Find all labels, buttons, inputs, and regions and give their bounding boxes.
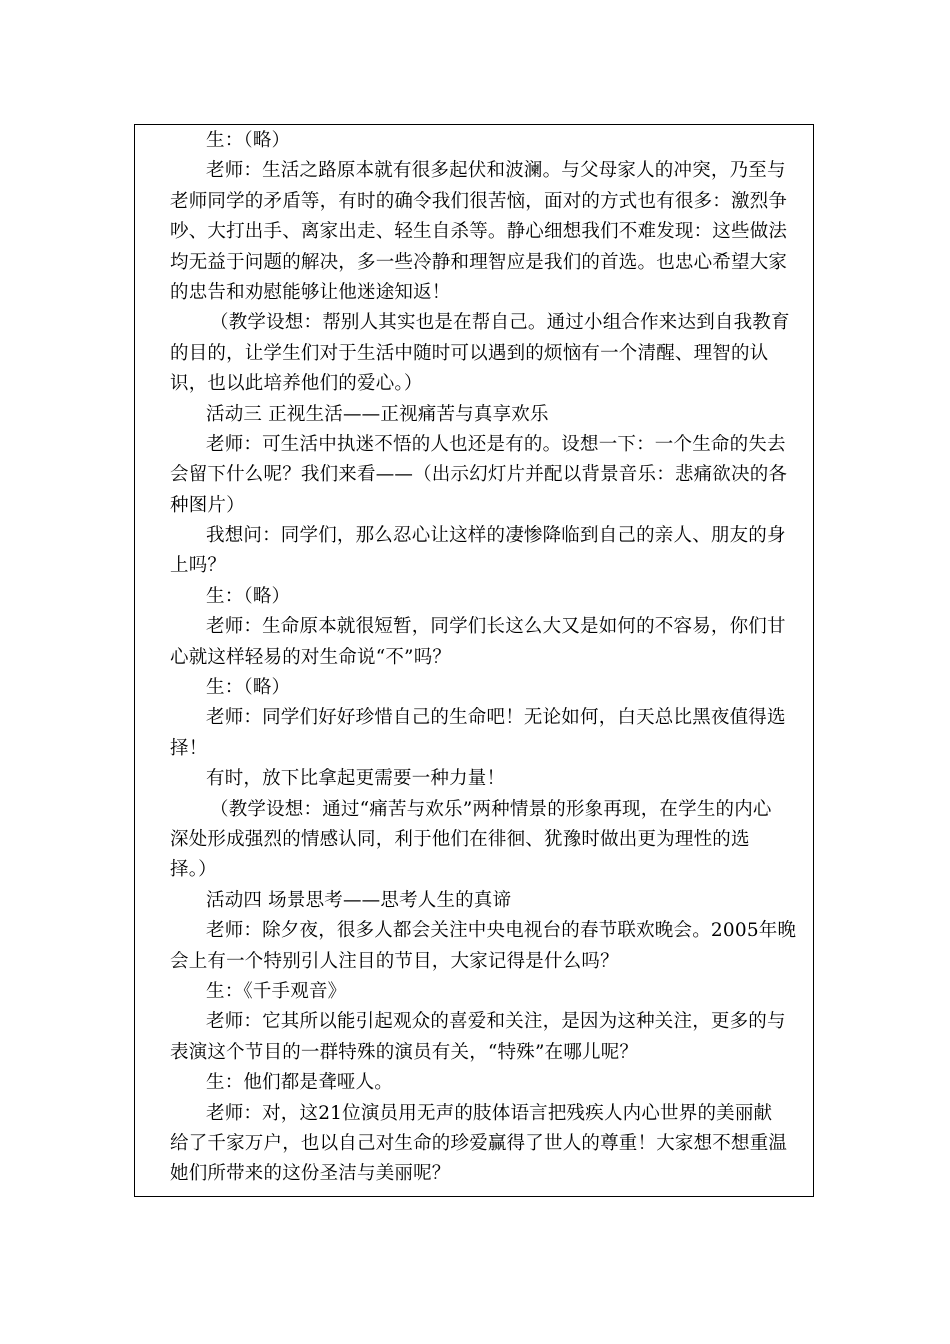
text-line: 生：（略） — [206, 130, 291, 151]
text-line: 老师：它其所以能引起观众的喜爱和关注，是因为这种关注，更多的与 — [206, 1011, 786, 1033]
text-line: 吵、大打出手、离家出走、轻生自杀等。静心细想我们不难发现：这些做法 — [170, 221, 788, 243]
text-line: 上吗？ — [170, 555, 227, 577]
text-line: 她们所带来的这份圣洁与美丽呢？ — [170, 1163, 451, 1185]
text-line: 会留下什么呢？我们来看——（出示幻灯片并配以背景音乐：悲痛欲决的各 — [170, 464, 788, 486]
text-line: 的忠告和劝慰能够让他迷途知返！ — [170, 281, 451, 303]
text-line: 心就这样轻易的对生命说“不”吗？ — [170, 646, 452, 668]
text-line: 的目的，让学生们对于生活中随时可以遇到的烦恼有一个清醒、理智的认 — [170, 342, 769, 364]
text-line: 生：（略） — [206, 677, 291, 699]
document-body — [170, 126, 804, 1190]
text-line: 生：《千手观音》 — [206, 980, 347, 1002]
text-line: 会上有一个特别引人注目的节目，大家记得是什么吗？ — [170, 950, 619, 972]
text-line: 老师同学的矛盾等，有时的确令我们很苦恼，面对的方式也有很多：激烈争 — [170, 190, 788, 212]
text-line: 生：他们都是聋哑人。 — [206, 1072, 394, 1094]
text-line: 有时，放下比拿起更需要一种力量！ — [206, 768, 506, 790]
text-line: 识，也以此培养他们的爱心。） — [170, 373, 423, 395]
text-line: 表演这个节目的一群特殊的演员有关，“特殊”在哪儿呢？ — [170, 1041, 639, 1063]
text-line: 老师：生命原本就很短暂，同学们长这么大又是如何的不容易，你们甘 — [206, 616, 786, 638]
text-line: 我想问：同学们，那么忍心让这样的凄惨降临到自己的亲人、朋友的身 — [206, 525, 786, 547]
text-line: 生：（略） — [206, 585, 291, 607]
text-line: 均无益于问题的解决，多一些冷静和理智应是我们的首选。也忠心希望大家 — [170, 251, 788, 273]
text-line: 老师：可生活中执迷不悟的人也还是有的。设想一下：一个生命的失去 — [206, 433, 786, 455]
section-heading: 活动三 正视生活——正视痛苦与真享欢乐 — [206, 403, 549, 425]
text-line: 老师：对，这21位演员用无声的肢体语言把残疾人内心世界的美丽献 — [206, 1102, 773, 1124]
text-line: 老师：生活之路原本就有很多起伏和波澜。与父母家人的冲突，乃至与 — [206, 160, 786, 182]
text-line: （教学设想：帮别人其实也是在帮自己。通过小组合作来达到自我教育 — [210, 312, 790, 334]
section-heading: 活动四 场景思考——思考人生的真谛 — [206, 889, 512, 911]
text-line: 给了千家万户，也以自己对生命的珍爱赢得了世人的尊重！大家想不想重温 — [170, 1132, 788, 1154]
text-line: 择！ — [170, 737, 208, 759]
text-line: 深处形成强烈的情感认同，利于他们在徘徊、犹豫时做出更为理性的选 — [170, 828, 750, 850]
text-line: 老师：除夕夜，很多人都会关注中央电视台的春节联欢晚会。2005年晚 — [206, 920, 797, 942]
text-line: 择。） — [170, 859, 217, 881]
text-line: 种图片） — [170, 494, 245, 516]
text-line: 老师：同学们好好珍惜自己的生命吧！无论如何，白天总比黑夜值得选 — [206, 707, 786, 729]
text-line: （教学设想：通过“痛苦与欢乐”两种情景的形象再现，在学生的内心 — [210, 798, 772, 820]
